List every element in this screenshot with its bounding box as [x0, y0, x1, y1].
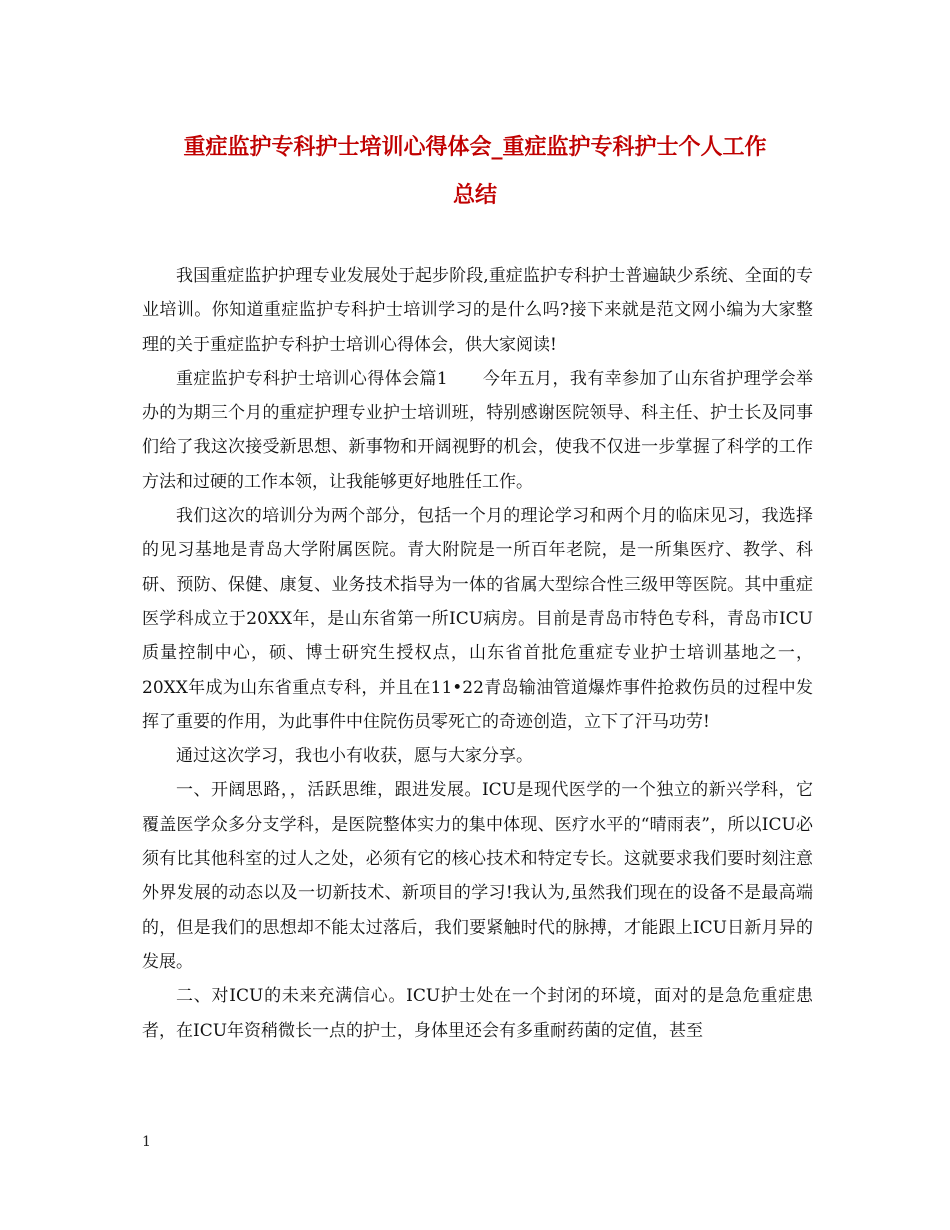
- paragraph-article-1: 重症监护专科护士培训心得体会篇1 今年五月，我有幸参加了山东省护理学会举办的为期三个月的重症护理专业护士培训班，特别感谢医院领导、科主任、护士长及同事们给了我这次接受新思想、新事物和开阔视野的机会，使我不仅进一步掌握了科学的工作方法和过硬的工作本领，让我能够更好地胜任工作。: [142, 368, 813, 492]
- paragraph-point-1: 一、开阔思路，，活跃思维，跟进发展。ICU是现代医学的一个独立的新兴学科，它覆盖医学众多分支学科，是医院整体实力的集中体现、医疗水平的“晴雨表”，所以ICU必须有比其他科室的过人之处，必须有它的核心技术和特定专长。这就要求我们要时刻注意外界发展的动态以及一切新技术、新项目的学习!我认为,虽然我们现在的设备不是最高端的，但是我们的思想却不能太过落后，我们要紧触时代的脉搏，才能跟上ICU日新月异的发展。: [142, 780, 813, 972]
- paragraph-intro: 我国重症监护护理专业发展处于起步阶段,重症监护专科护士普遍缺少系统、全面的专业培训。你知道重症监护专科护士培训学习的是什么吗?接下来就是范文网小编为大家整理的关于重症监护专科护士培训心得体会，供大家阅读!: [142, 266, 813, 355]
- page-number: 1: [142, 1134, 151, 1150]
- document-title-line-2: 总结: [452, 183, 497, 208]
- paragraph-point-2: 二、对ICU的未来充满信心。ICU护士处在一个封闭的环境，面对的是急危重症患者，在ICU年资稍微长一点的护士，身体里还会有多重耐药菌的定值，甚至: [142, 986, 813, 1041]
- paragraph-training-parts: 我们这次的培训分为两个部分，包括一个月的理论学习和两个月的临床见习，我选择的见习基地是青岛大学附属医院。青大附院是一所百年老院，是一所集医疗、教学、科研、预防、保健、康复、业务技术指导为一体的省属大型综合性三级甲等医院。其中重症医学科成立于20XX年，是山东省第一所ICU病房。目前是青岛市特色专科，青岛市ICU质量控制中心，硕、博士研究生授权点，山东省首批危重症专业护士培训基地之一，20XX年成为山东省重点专科，并且在11•22青岛输油管道爆炸事件抢救伤员的过程中发挥了重要的作用，为此事件中住院伤员零死亡的奇迹创造，立下了汗马功劳!: [142, 506, 813, 732]
- document-title-line-1: 重症监护专科护士培训心得体会_重症监护专科护士个人工作: [183, 135, 767, 160]
- document-body: [142, 259, 813, 1048]
- paragraph-share: 通过这次学习，我也小有收获，愿与大家分享。: [176, 746, 533, 767]
